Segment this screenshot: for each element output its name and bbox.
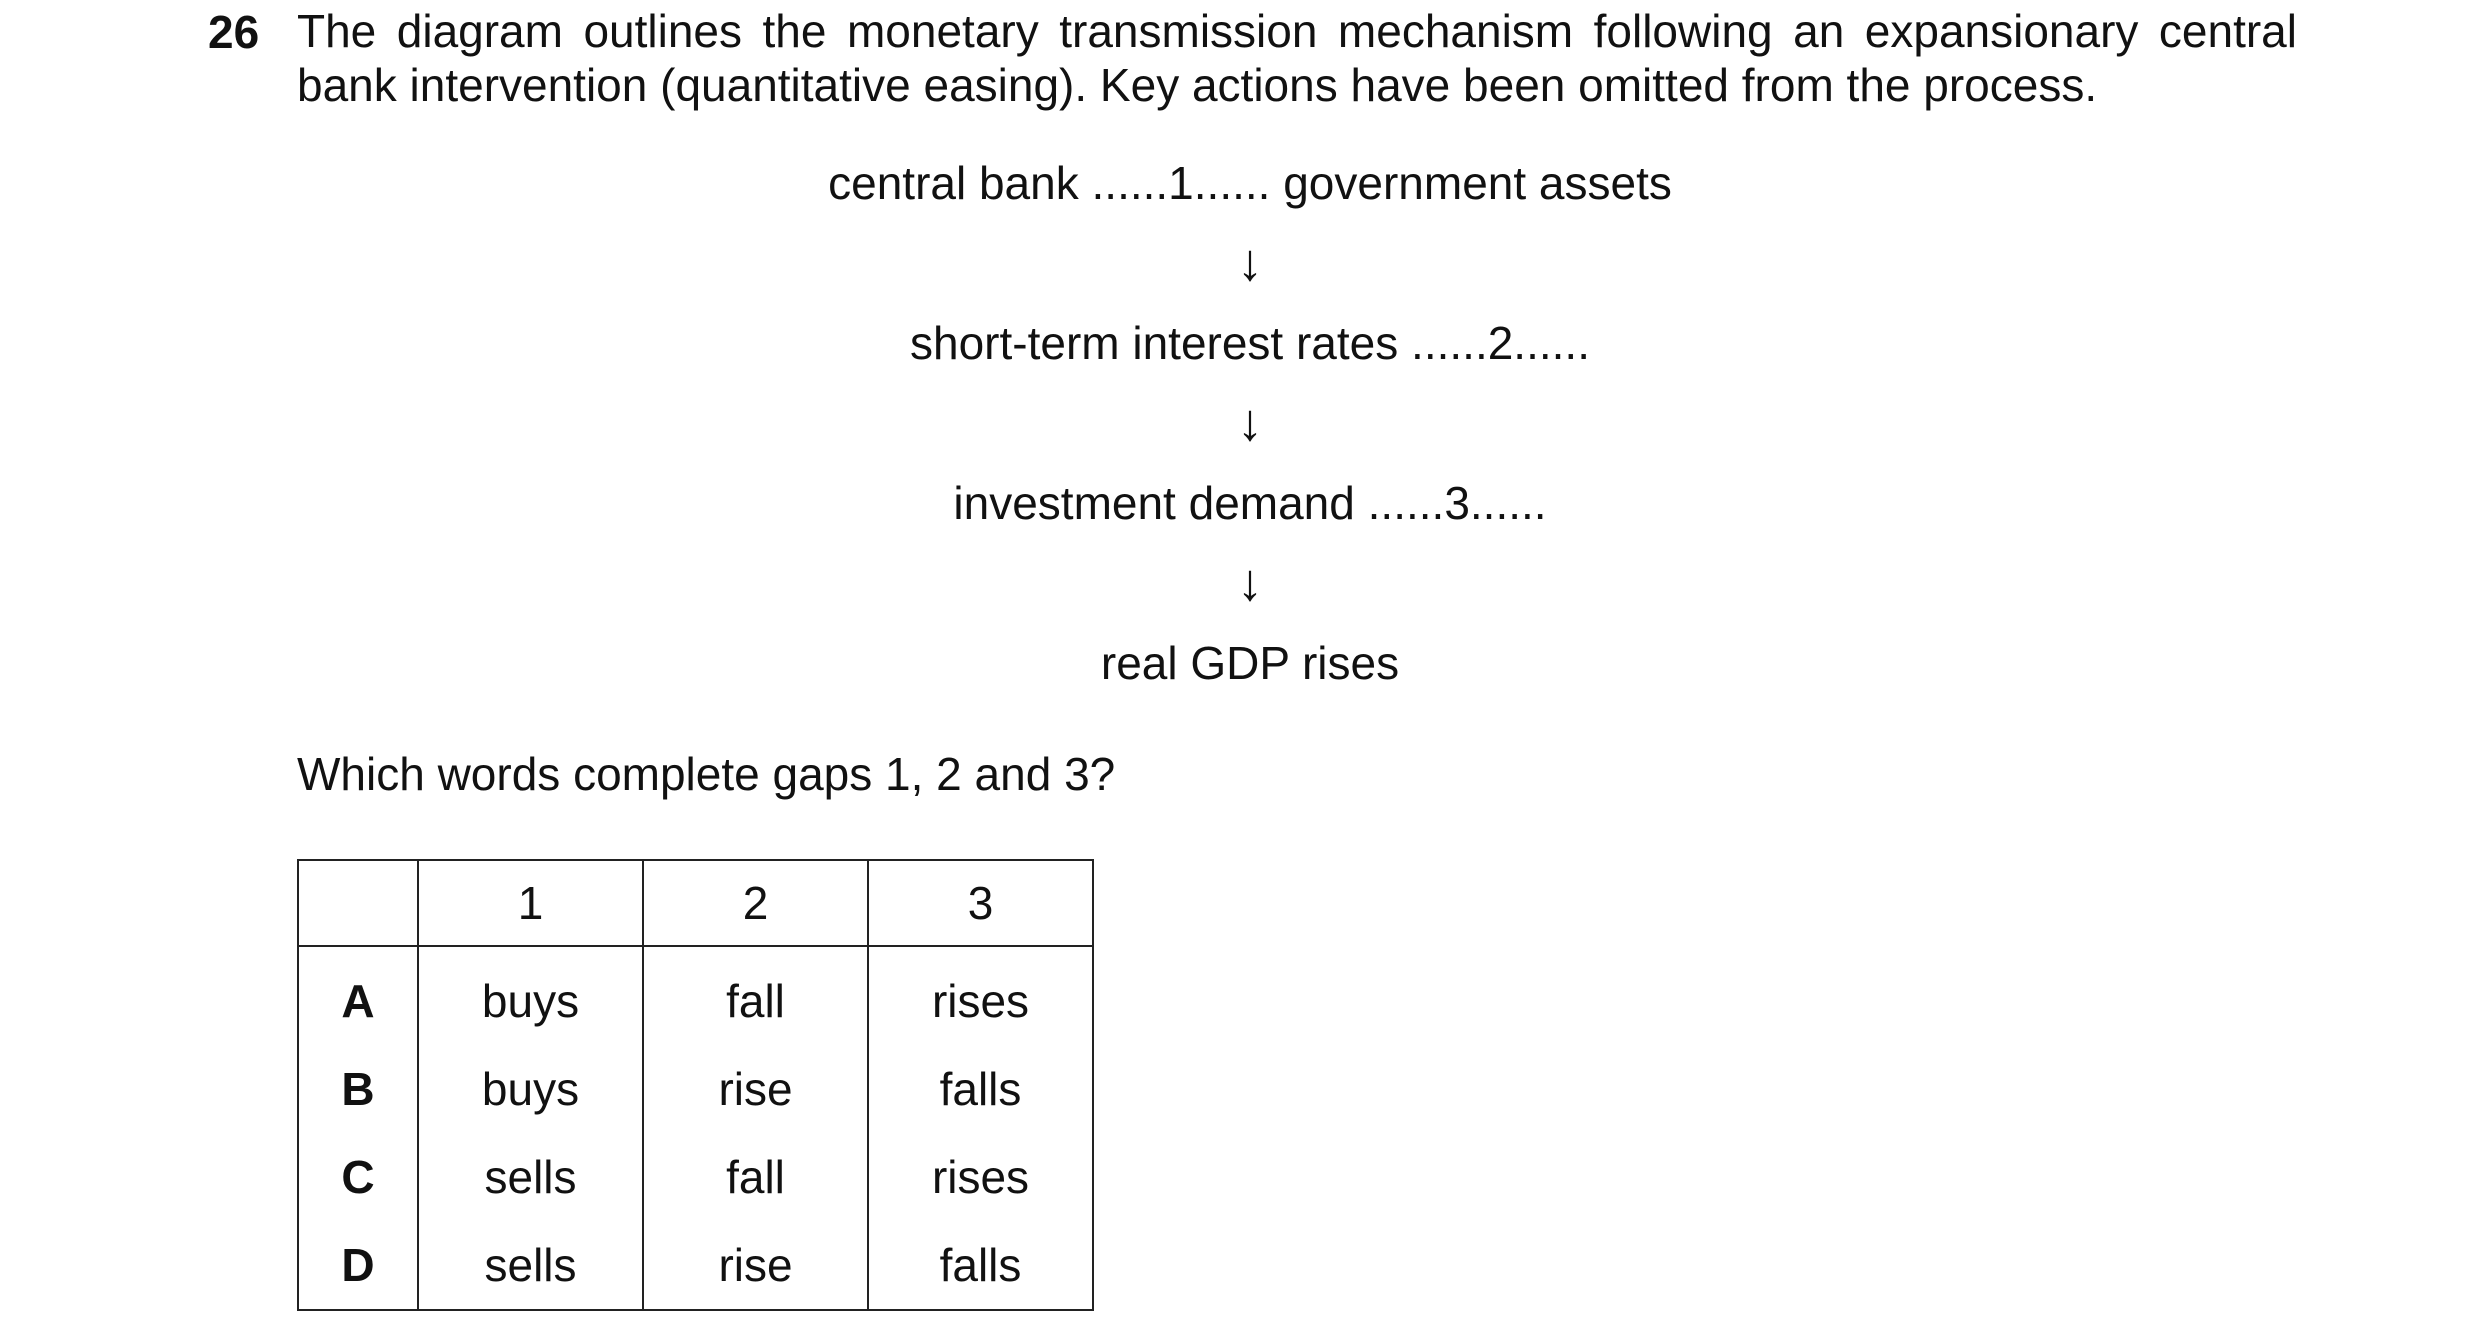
option-cell-gap-1: buys [418, 946, 643, 1045]
question-stem-line-2: bank intervention (quantitative easing). Key actions have been omitted from the process. [297, 59, 2098, 111]
transmission-diagram [0, 155, 2480, 691]
question-prompt: Which words complete gaps 1, 2 and 3? [297, 748, 1116, 800]
option-cell-gap-2: rise [643, 1221, 868, 1310]
option-cell-gap-3: falls [868, 1221, 1093, 1310]
option-row-b[interactable] [298, 1045, 1093, 1133]
question-number: 26 [208, 6, 260, 58]
option-cell-gap-1: sells [418, 1221, 643, 1310]
option-cell-gap-2: fall [643, 946, 868, 1045]
option-cell-gap-3: rises [868, 1133, 1093, 1221]
table-header-row [298, 860, 1093, 946]
table-header-blank [298, 860, 418, 946]
down-arrow-icon: ↓ [1237, 234, 1263, 292]
table-header-gap-1: 1 [418, 860, 643, 946]
option-letter: D [298, 1221, 418, 1310]
diagram-step-interest-rates: short-term interest rates ......2...... [910, 317, 1590, 369]
diagram-step-central-bank: central bank ......1...... government assets [828, 157, 1672, 209]
option-row-a[interactable] [298, 946, 1093, 1045]
table-header-gap-2: 2 [643, 860, 868, 946]
diagram-step-real-gdp: real GDP rises [1100, 637, 1400, 689]
question-stem-line-1: The diagram outlines the monetary transmission mechanism following an expansionary central [297, 5, 2297, 57]
down-arrow-icon: ↓ [1237, 394, 1263, 452]
option-cell-gap-2: rise [643, 1045, 868, 1133]
option-cell-gap-3: falls [868, 1045, 1093, 1133]
down-arrow-icon: ↓ [1237, 554, 1263, 612]
table-header-gap-3: 3 [868, 860, 1093, 946]
option-letter: C [298, 1133, 418, 1221]
question-stem [297, 4, 2297, 112]
option-row-d[interactable] [298, 1221, 1093, 1310]
option-letter: A [298, 946, 418, 1045]
answer-options-table [297, 859, 1094, 1311]
option-cell-gap-1: buys [418, 1045, 643, 1133]
option-cell-gap-3: rises [868, 946, 1093, 1045]
option-cell-gap-1: sells [418, 1133, 643, 1221]
diagram-step-investment-demand: investment demand ......3...... [953, 477, 1547, 529]
option-row-c[interactable] [298, 1133, 1093, 1221]
option-letter: B [298, 1045, 418, 1133]
option-cell-gap-2: fall [643, 1133, 868, 1221]
